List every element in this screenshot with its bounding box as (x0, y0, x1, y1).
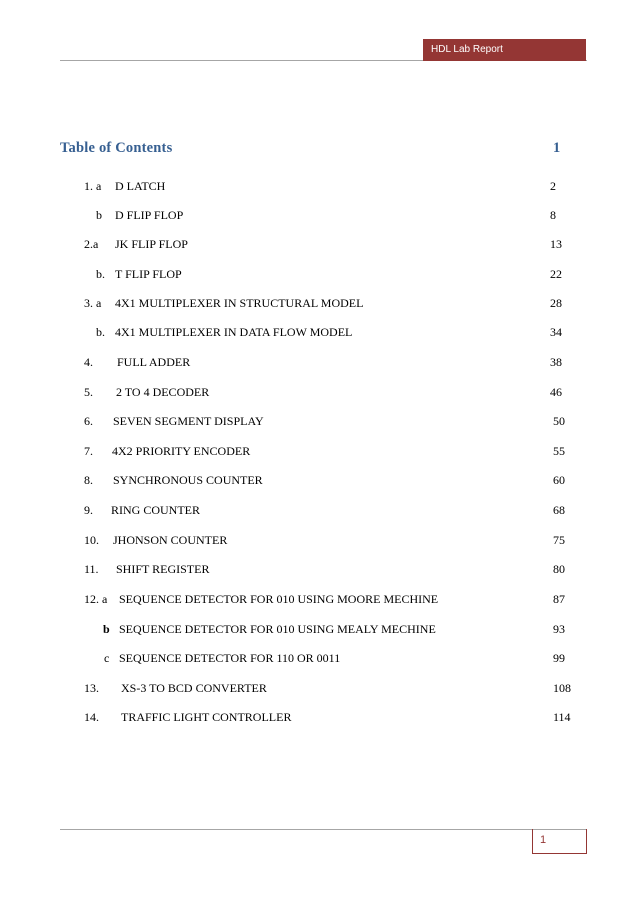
toc-entry-number: 11. (84, 562, 99, 576)
toc-entry-number: b (103, 622, 110, 636)
toc-entry-page: 114 (553, 710, 571, 724)
footer-page-box (532, 829, 587, 854)
toc-entry-title: XS-3 TO BCD CONVERTER (121, 681, 267, 695)
toc-entry-number: 6. (84, 414, 93, 428)
toc-entry-page: 80 (553, 562, 565, 576)
toc-entry-title: SEQUENCE DETECTOR FOR 010 USING MEALY MECHINE (119, 622, 436, 636)
toc-entry-number: 12. a (84, 592, 108, 606)
toc-entry-page: 34 (550, 325, 562, 339)
toc-entry-title: 4X1 MULTIPLEXER IN STRUCTURAL MODEL (115, 296, 364, 310)
toc-entry-title: 4X1 MULTIPLEXER IN DATA FLOW MODEL (115, 325, 353, 339)
toc-entry-number: b (96, 208, 102, 222)
toc-entry-title: SHIFT REGISTER (116, 562, 210, 576)
toc-entry-number: b. (96, 267, 105, 281)
toc-entry-page: 99 (553, 651, 565, 665)
toc-entry-page: 93 (553, 622, 565, 636)
toc-entry-page: 28 (550, 296, 562, 310)
toc-entry-page: 108 (553, 681, 571, 695)
header-title: HDL Lab Report (423, 39, 586, 61)
toc-entry-title: JK FLIP FLOP (115, 237, 188, 251)
toc-entry-page: 60 (553, 473, 565, 487)
toc-entry-number: 7. (84, 444, 93, 458)
toc-entry-number: 4. (84, 355, 93, 369)
toc-entry-title: T FLIP FLOP (115, 267, 182, 281)
footer-rule (60, 829, 587, 830)
toc-entry-page: 2 (550, 179, 556, 193)
toc-entry-number: 3. a (84, 296, 102, 310)
toc-entry-number: 13. (84, 681, 99, 695)
toc-entry-page: 46 (550, 385, 562, 399)
toc-entry-number: 10. (84, 533, 99, 547)
toc-entry-number: 14. (84, 710, 99, 724)
toc-entry-title: SYNCHRONOUS COUNTER (113, 473, 263, 487)
footer-page-number: 1 (540, 834, 547, 846)
toc-entry-page: 8 (550, 208, 556, 222)
toc-entry-page: 50 (553, 414, 565, 428)
toc-entry-title: JHONSON COUNTER (113, 533, 228, 547)
toc-entry-number: 1. a (84, 179, 102, 193)
toc-entry-page: 75 (553, 533, 565, 547)
toc-entry-page: 68 (553, 503, 565, 517)
toc-entry-title: FULL ADDER (117, 355, 191, 369)
toc-entry-title: SEVEN SEGMENT DISPLAY (113, 414, 264, 428)
toc-entry-page: 22 (550, 267, 562, 281)
toc-entry-number: 5. (84, 385, 93, 399)
toc-heading: Table of Contents (60, 140, 173, 156)
toc-entry-title: D LATCH (115, 179, 166, 193)
toc-entry-number: b. (96, 325, 105, 339)
toc-entry-title: 2 TO 4 DECODER (116, 385, 210, 399)
toc-entry-page: 55 (553, 444, 565, 458)
toc-entry-title: SEQUENCE DETECTOR FOR 110 OR 0011 (119, 651, 341, 665)
toc-entry-number: 2.a (84, 237, 99, 251)
toc-entry-page: 38 (550, 355, 562, 369)
toc-entry-title: RING COUNTER (111, 503, 200, 517)
toc-entry-number: c (104, 651, 110, 665)
toc-entry-title: TRAFFIC LIGHT CONTROLLER (121, 710, 292, 724)
toc-entry-page: 87 (553, 592, 565, 606)
toc-entry-page: 13 (550, 237, 562, 251)
toc-heading-page-number: 1 (553, 140, 561, 156)
toc-entry-title: D FLIP FLOP (115, 208, 184, 222)
toc-entry-title: 4X2 PRIORITY ENCODER (112, 444, 251, 458)
toc-entry-number: 8. (84, 473, 93, 487)
toc-entry-number: 9. (84, 503, 93, 517)
toc-entry-title: SEQUENCE DETECTOR FOR 010 USING MOORE MECHINE (119, 592, 439, 606)
